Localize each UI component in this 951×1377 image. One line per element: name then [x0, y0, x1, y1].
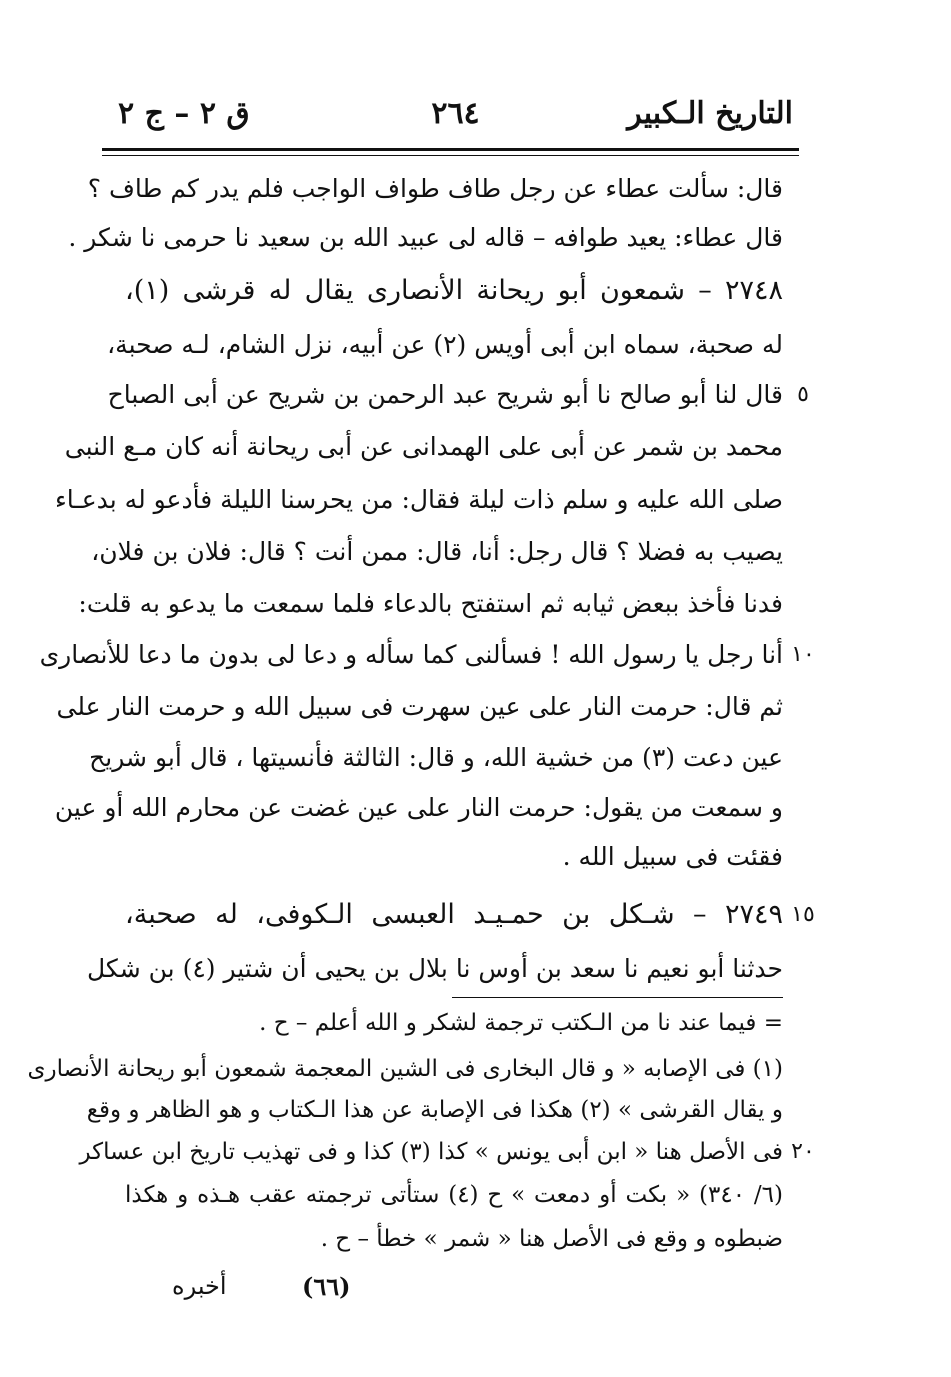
line-number: ٥	[797, 382, 809, 407]
text-line: و سمعت من يقول: حرمت النار على عين غضت عن محارم الله أو عين	[54, 793, 783, 822]
text-line: فدنا فأخذ ببعض ثيابه ثم استفتح بالدعاء فلما سمعت ما يدعو به قلت:	[78, 589, 783, 618]
entry-heading-2749: ٢٧٤٩ – شـكل بن حمـيـد العبسى الـكوفى، له صحبة،	[125, 899, 783, 930]
header-rule-thick	[102, 148, 799, 151]
text-line: حدثنا أبو نعيم نا سعد بن أوس نا بلال بن يحيى أن شتير (٤) بن شكل	[87, 954, 783, 983]
page-header	[118, 96, 793, 146]
page-footer	[0, 1272, 951, 1312]
footnote-line: و يقال القرشى » (٢) هكذا فى الإصابة عن هذا الـكتاب و هو الظاهر و وقع	[86, 1097, 783, 1123]
footnote-line: ضبطوه و وقع فى الأصل هنا « شمر » خطأ – ح .	[320, 1226, 783, 1252]
text-line: أنا رجل يا رسول الله ! فسألنى كما سأله و دعا لى بدون ما دعا للأنصارى	[39, 640, 783, 669]
text-line: صلى الله عليه و سلم ذات ليلة فقال: من يحرسنا الليلة فأدعو له بدعـاء	[55, 485, 783, 514]
text-line: فقئت فى سبيل الله .	[562, 842, 783, 871]
text-line: محمد بن شمر عن أبى على الهمدانى عن أبى ريحانة أنه كان مـع النبى	[64, 432, 783, 461]
running-title: التاريخ الـكبير	[627, 96, 793, 131]
text-line: يصيب به فضلا ؟ قال رجل: أنا، قال: ممن أنت ؟ قال: فلان بن فلان،	[91, 537, 783, 566]
catchword: أخبره	[172, 1272, 227, 1300]
text-line: قال عطاء: يعيد طوافه – قاله لى عبيد الله بن سعيد نا حرمى نا شكر .	[68, 223, 783, 252]
part-volume-label: ق ٢ – ج ٢	[118, 96, 250, 131]
footnote-line: = فيما عند نا من الـكتب ترجمة لشكر و الله أعلم – ح .	[259, 1010, 783, 1036]
text-line: عين دعت (٣) من خشية الله، و قال: الثالثة فأنسيتها ، قال أبو شريح	[89, 743, 783, 772]
header-rule-thin	[102, 155, 799, 156]
footnote-line: (١) فى الإصابه « و قال البخارى فى الشين المعجمة شمعون أبو ريحانة الأنصارى	[27, 1056, 783, 1082]
signature-mark: (٦٦)	[302, 1272, 351, 1301]
footnote-line: (٦/ ٣٤٠) « بكت أو دمعت » ح (٤) ستأتى ترجمته عقب هـذه و هكذا	[125, 1182, 784, 1208]
line-number: ٢٠	[791, 1139, 815, 1164]
entry-heading-2748: ٢٧٤٨ – شمعون أبو ريحانة الأنصارى يقال له قرشى (١)،	[125, 275, 783, 306]
footnote-line: فى الأصل هنا « ابن أبى يونس » كذا (٣) كذا و فى تهذيب تاريخ ابن عساكر	[79, 1139, 783, 1165]
text-line: قال: سألت عطاء عن رجل طاف طواف الواجب فلم يدر كم طاف ؟	[87, 174, 783, 203]
line-number: ١٥	[791, 902, 815, 927]
page-number: ٢٦٤	[431, 96, 480, 131]
text-line: ثم قال: حرمت النار على عين سهرت فى سبيل الله و حرمت النار على	[56, 692, 783, 721]
text-line: له صحبة، سماه ابن أبى أويس (٢) عن أبيه، نزل الشام، لـه صحبة،	[107, 330, 783, 359]
line-number: ١٠	[791, 642, 815, 667]
text-line: قال لنا أبو صالح نا أبو شريح عبد الرحمن بن شريح عن أبى الصباح	[107, 380, 783, 409]
footnote-separator	[452, 997, 783, 998]
